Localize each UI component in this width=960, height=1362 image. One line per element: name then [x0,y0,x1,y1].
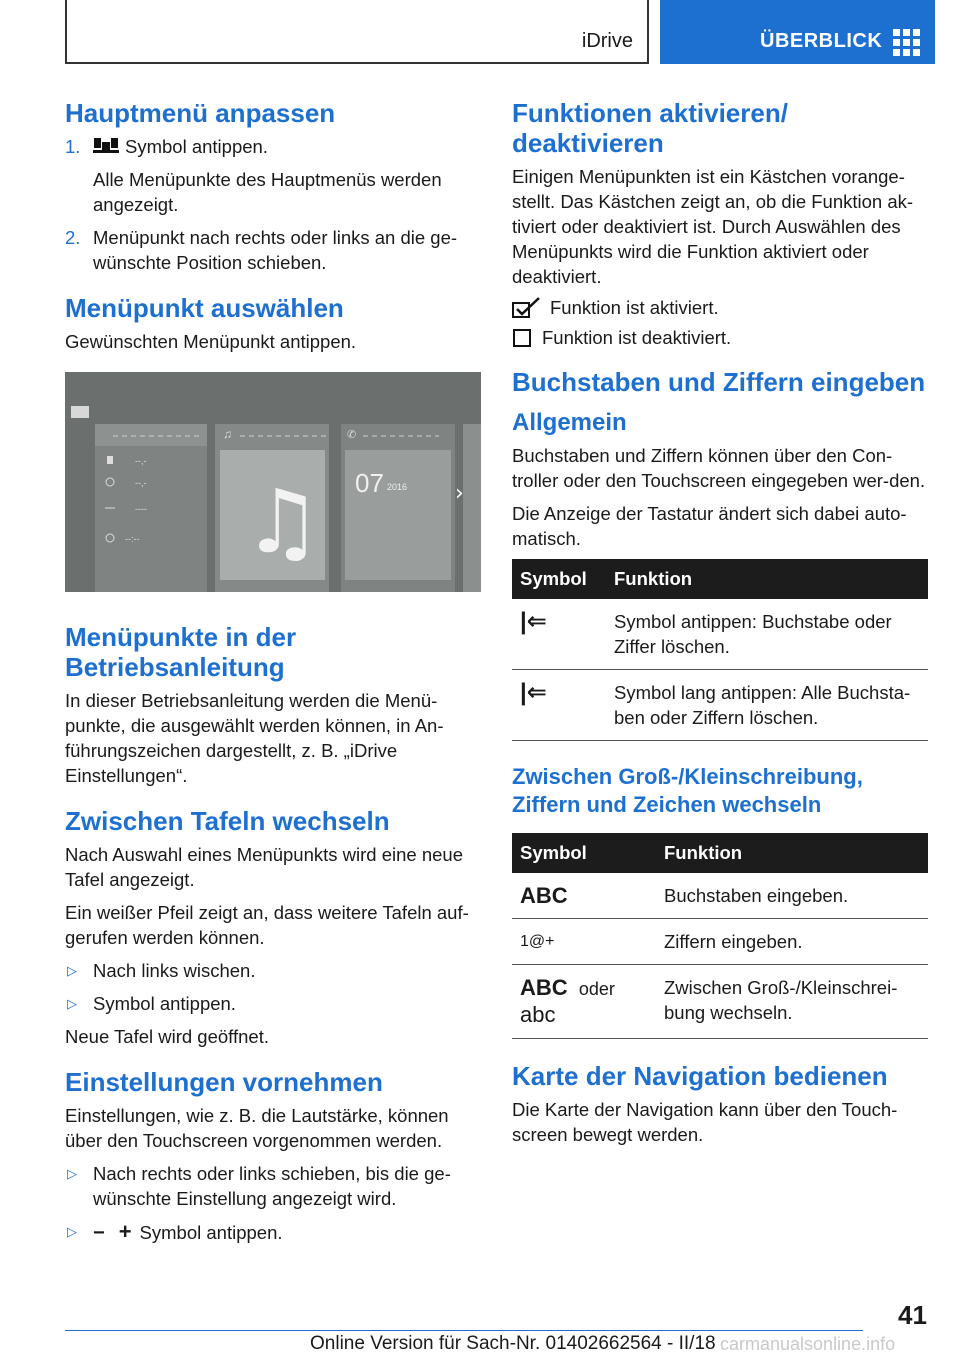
settings-bullet-2-text: Symbol antippen. [139,1222,283,1243]
table-header-symbol: Symbol [512,559,606,599]
delete-icon: |⇐ [512,599,606,670]
section-menu-items-manual [65,622,481,788]
menu-icon [71,406,89,418]
next-panel-arrow-icon[interactable]: › [455,481,464,506]
idrive-screen-photo [65,372,481,592]
watermark: carmanualsonline.info [720,1334,896,1354]
activate-functions-text: Einigen Menüpunkten ist ein Kästchen vorange‐stellt. Das Kästchen zeigt an, ob die Funktion ak‐tiviert oder deaktiviert ist. Durch Auswählen des Menüpunkts wird die Funktion aktiviert oder deaktiviert. [512,166,914,287]
switch-panels-bullet-2 [65,991,481,1016]
table-header-function: Funktion [606,559,928,599]
minus-icon: − [93,1222,105,1244]
overview-tab[interactable] [660,0,935,64]
delete-all-icon: |⇐ [512,670,606,741]
table-header-function: Funktion [656,833,928,873]
main-menu-icon [93,138,119,154]
step-1-number: 1. [65,136,81,157]
section-select-item [65,293,481,354]
switch-panels-bullet-1 [65,958,481,983]
abc-uppercase-icon: ABC [512,873,656,919]
section-navigation-map [512,1061,928,1147]
switch-panels-p1: Nach Auswahl eines Menüpunkts wird eine neue Tafel angezeigt. [65,844,463,890]
input-mode-table [512,833,928,1039]
table-row [512,670,928,741]
settings-p1: Einstellungen, wie z. B. die Lautstärke, können über den Touchscreen vorgenommen werden. [65,1105,449,1151]
step-2-number: 2. [65,227,81,248]
table-row [512,599,928,670]
select-item-text: Gewünschten Menüpunkt antippen. [65,331,357,352]
right-column [512,98,928,1165]
plus-icon: + [118,1219,132,1244]
digits-symbols-icon: 1@+ [512,919,656,965]
header-section-box [65,0,649,64]
step-2-text: Menüpunkt nach rechts oder links an die ge‐wünschte Position schieben. [93,227,458,273]
section-main-menu [65,98,481,275]
checkbox-unchecked-row [512,327,928,349]
switch-panels-p2: Ein weißer Pfeil zeigt an, dass weitere Tafeln auf‐gerufen werden können. [65,902,469,948]
abc-uppercase-icon: ABC [520,975,568,1000]
bullet-triangle-icon: ▷ [67,1166,77,1181]
heading-menu-items-manual: Menüpunkte in der Betriebsanleitung [65,622,297,682]
bullet-triangle-icon: ▷ [67,963,77,978]
settings-bullet-1 [65,1161,481,1211]
heading-switch-case: Zwischen Groß-/Kleinschreibung, Ziffern und Zeichen wechseln [512,764,863,817]
bullet-triangle-icon: ▷ [67,1224,77,1239]
settings-bullet-1-text: Nach rechts oder links schieben, bis die ge‐wünschte Einstellung angezeigt wird. [93,1163,451,1209]
switch-panels-p3: Neue Tafel wird geöffnet. [65,1026,269,1047]
checkbox-checked-row [512,297,928,319]
heading-activate-functions: Funktionen aktivieren/ deaktivieren [512,98,788,158]
menu-items-manual-text: In dieser Betriebsanleitung werden die Menü‐punkte, die ausgewählt werden können, in An‐führungszeichen dargestellt, z. B. „iDrive Einstellungen“. [65,690,444,786]
page-number: 41 [898,1300,927,1330]
section-switch-panels [65,806,481,1049]
or-label: oder [578,979,615,999]
heading-select-item: Menüpunkt auswählen [65,293,344,323]
heading-navigation-map: Karte der Navigation bedienen [512,1061,888,1091]
table-cell-function: Zwischen Groß-/Kleinschrei‐bung wechseln. [656,965,928,1039]
switch-panels-bullet-1-text: Nach links wischen. [93,960,256,981]
table-cell-function: Ziffern eingeben. [656,919,928,965]
footer-text: Online Version für Sach-Nr. 01402662564 - II/18 [310,1333,716,1354]
screen-day-number: 07 [355,468,384,498]
header-section-label: iDrive [581,30,633,52]
bullet-triangle-icon: ▷ [67,996,77,1011]
section-settings [65,1067,481,1246]
grid-icon [893,29,921,55]
screen-row-3-value: ---- [135,504,147,514]
table-row [512,919,928,965]
svg-text:♫: ♫ [223,427,232,441]
heading-main-menu: Hauptmenü anpassen [65,98,336,128]
abc-lowercase-icon: abc [520,1002,556,1027]
table-cell-function: Symbol lang antippen: Alle Buchsta‐ben oder Ziffern löschen. [606,670,928,741]
letters-digits-p2: Die Anzeige der Tastatur ändert sich dabei auto‐matisch. [512,503,907,549]
heading-settings: Einstellungen vornehmen [65,1067,383,1097]
heading-letters-digits: Buchstaben und Ziffern eingeben [512,367,926,397]
checkbox-unchecked-text: Funktion ist deaktiviert. [542,327,732,348]
step-1-subtext: Alle Menüpunkte des Hauptmenüs werden angezeigt. [93,169,442,215]
screen-row-4-value: --:-- [125,534,140,544]
heading-switch-panels: Zwischen Tafeln wechseln [65,806,390,836]
screen-row-2-value: --,- [135,478,147,488]
letters-digits-p1: Buchstaben und Ziffern können über den Con‐troller oder den Touchscreen eingegeben wer‐den. [512,445,926,491]
table-header-symbol: Symbol [512,833,656,873]
settings-bullet-2 [65,1219,481,1246]
step-1-text: Symbol antippen. [125,136,268,157]
checkbox-unchecked-icon [512,327,534,349]
table-row [512,873,928,919]
overview-tab-label: ÜBERBLICK [760,30,883,52]
checkbox-checked-icon [512,297,542,319]
table-cell-function: Buchstaben eingeben. [656,873,928,919]
screen-row-1-value: --,- [135,456,147,466]
section-activate-functions [512,98,928,349]
table-cell-function: Symbol antippen: Buchstabe oder Ziffer löschen. [606,599,928,670]
heading-general: Allgemein [512,409,627,436]
table-row [512,965,928,1039]
step-1 [65,134,481,159]
step-2 [65,225,481,275]
screen-year: 2016 [387,482,408,492]
navigation-map-text: Die Karte der Navigation kann über den Touch‐screen bewegt werden. [512,1099,898,1145]
case-switch-cell [512,965,656,1039]
switch-panels-bullet-2-text: Symbol antippen. [93,993,236,1014]
svg-text:✆: ✆ [347,429,357,441]
delete-symbols-table [512,559,928,741]
section-letters-digits [512,367,928,551]
music-note-icon: ♫ [243,470,322,573]
checkbox-checked-text: Funktion ist aktiviert. [550,297,719,318]
left-column [65,98,481,1264]
